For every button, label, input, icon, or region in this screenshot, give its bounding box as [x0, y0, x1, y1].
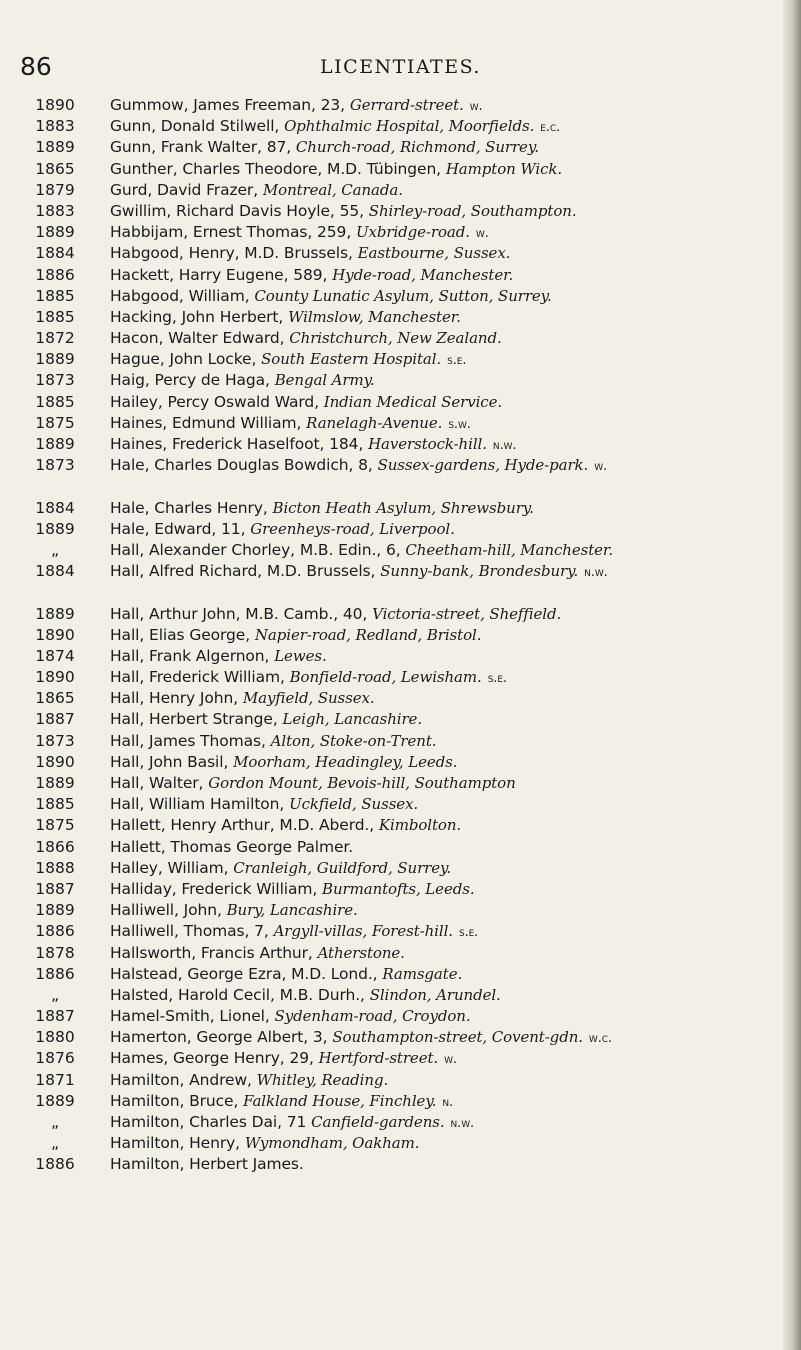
entry-name: Habbijam, Ernest Thomas, 259,	[110, 223, 352, 242]
entry-address: South Eastern Hospital.	[261, 350, 442, 369]
entry-text	[110, 604, 782, 625]
entry-district: w.c.	[588, 1031, 612, 1047]
entry-year: 1883	[35, 117, 75, 136]
entry-address: Mayfield, Sussex.	[242, 689, 375, 708]
entry-name: Halley, William,	[110, 858, 229, 877]
entry-address: Napier-road, Redland, Bristol.	[254, 625, 482, 644]
entry-text	[110, 137, 782, 158]
entry-address: Slindon, Arundel.	[369, 985, 501, 1004]
entry-text	[110, 519, 782, 540]
entry-name: Gummow, James Freeman, 23,	[110, 96, 345, 114]
entry-text	[110, 1133, 782, 1154]
entry-district: n.w.	[450, 1116, 475, 1132]
entry-name: Halstead, George Ezra, M.D. Lond.,	[110, 964, 378, 983]
entry-address: Bury, Lancashire.	[226, 901, 358, 920]
entry-year: 1889	[35, 138, 75, 157]
list-item	[0, 95, 790, 116]
entry-address: Bengal Army.	[274, 371, 375, 390]
entry-name: Hallett, Thomas George Palmer.	[110, 837, 354, 856]
entry-year: 1884	[35, 498, 75, 517]
entry-address: Falkland House, Finchley.	[243, 1091, 437, 1110]
entry-address: Hampton Wick.	[445, 159, 563, 178]
entry-text	[110, 964, 782, 985]
entry-year: 1889	[35, 1091, 75, 1110]
entry-name: Hague, John Locke,	[110, 350, 257, 369]
entry-text	[110, 328, 782, 349]
entry-address: Wilmslow, Manchester.	[288, 307, 461, 326]
list-item	[0, 985, 790, 1006]
entry-name: Hamilton, Bruce,	[110, 1091, 239, 1110]
entry-year: 1885	[35, 392, 75, 411]
entry-year: 1889	[35, 435, 75, 453]
entry-district: n.w.	[492, 438, 517, 453]
entry-text	[110, 370, 782, 391]
list-item	[0, 519, 790, 540]
list-item	[0, 413, 790, 434]
entry-name: Hall, Henry John,	[110, 689, 239, 708]
entry-address: Hertford-street.	[318, 1049, 439, 1068]
entry-year: 1873	[35, 456, 75, 475]
list-item	[0, 858, 790, 879]
entry-year: 1887	[35, 879, 75, 898]
running-head: LICENTIATES.	[320, 56, 481, 78]
list-item	[0, 1112, 790, 1133]
list-item	[0, 243, 790, 264]
list-item	[0, 731, 790, 752]
entry-text	[110, 1091, 782, 1113]
entry-name: Halliday, Frederick William,	[110, 879, 318, 898]
entry-text	[110, 667, 782, 689]
entry-name: Hale, Charles Henry,	[110, 498, 268, 517]
list-item	[0, 879, 790, 900]
entry-name: Halliwell, Thomas, 7,	[110, 922, 269, 941]
entry-name: Hall, Arthur John, M.B. Camb., 40,	[110, 604, 368, 623]
entry-year: 1872	[35, 329, 75, 348]
entry-district: e.c.	[540, 120, 561, 136]
entry-year: 1886	[35, 1155, 75, 1174]
entry-name: Hall, Frederick William,	[110, 668, 285, 687]
entry-text	[110, 879, 782, 900]
entry-address: Burmantofts, Leeds.	[322, 879, 475, 898]
entry-text	[110, 646, 782, 667]
entry-name: Haig, Percy de Haga,	[110, 371, 270, 390]
entry-address: Cheetham-hill, Manchester.	[405, 540, 613, 559]
entry-year: 1871	[35, 1070, 75, 1089]
list-item	[0, 1154, 790, 1175]
entry-year: „	[50, 1113, 60, 1132]
entry-address: Ophthalmic Hospital, Moorfields.	[284, 117, 535, 136]
entry-text	[110, 1154, 782, 1175]
entry-text	[110, 159, 782, 180]
entry-text	[110, 392, 782, 413]
entry-name: Hall, Herbert Strange,	[110, 710, 278, 729]
list-item	[0, 943, 790, 964]
entry-year: 1874	[35, 646, 75, 665]
entry-year: 1879	[35, 180, 75, 199]
entry-text	[110, 858, 782, 879]
entry-name: Hall, Elias George,	[110, 625, 251, 644]
list-item	[0, 1070, 790, 1091]
list-item	[0, 604, 790, 625]
entry-name: Hall, Alfred Richard, M.D. Brussels,	[110, 562, 376, 581]
entry-year: 1876	[35, 1049, 75, 1068]
entry-address: Ramsgate.	[382, 964, 463, 983]
list-item	[0, 815, 790, 836]
entry-text	[110, 943, 782, 964]
list-item	[0, 540, 790, 561]
entry-name: Hamilton, Charles Dai, 71	[110, 1113, 307, 1132]
list-item	[0, 201, 790, 222]
entry-address: Sussex-gardens, Hyde-park.	[377, 456, 589, 475]
entry-address: Haverstock-hill.	[368, 435, 487, 453]
entry-name: Gunn, Donald Stilwell,	[110, 117, 280, 136]
entry-district: s.e.	[487, 671, 507, 687]
list-item	[0, 180, 790, 201]
list-item	[0, 286, 790, 307]
entry-name: Hackett, Harry Eugene, 589,	[110, 265, 328, 284]
list-item	[0, 964, 790, 985]
entry-address: Christchurch, New Zealand.	[289, 329, 502, 348]
entry-address: Church-road, Richmond, Surrey.	[295, 138, 539, 157]
entry-district: n.w.	[584, 565, 608, 581]
entry-name: Hallett, Henry Arthur, M.D. Aberd.,	[110, 816, 375, 835]
entry-text	[110, 116, 782, 138]
entry-text	[110, 222, 782, 244]
list-item	[0, 137, 790, 158]
list-item	[0, 561, 790, 603]
entry-year: 1884	[35, 562, 75, 581]
entry-name: Hall, Alexander Chorley, M.B. Edin., 6,	[110, 540, 401, 559]
entry-year: 1886	[35, 922, 75, 941]
entry-name: Habgood, Henry, M.D. Brussels,	[110, 244, 353, 263]
entry-year: 1878	[35, 943, 75, 962]
entry-text	[110, 307, 782, 328]
entry-name: Hailey, Percy Oswald Ward,	[110, 392, 319, 411]
entry-year: 1889	[35, 901, 75, 920]
entry-name: Hale, Edward, 11,	[110, 519, 246, 538]
entry-address: Argyll-villas, Forest-hill.	[273, 922, 453, 941]
entry-address: Alton, Stoke-on-Trent.	[270, 731, 437, 750]
entry-year: 1885	[35, 795, 75, 814]
entry-text	[110, 201, 782, 222]
list-item	[0, 709, 790, 730]
entry-address: Uckfield, Sussex.	[289, 795, 419, 814]
entry-address: Southampton-street, Covent-gdn.	[332, 1028, 583, 1047]
entry-name: Halliwell, John,	[110, 901, 222, 920]
entry-address: Hyde-road, Manchester.	[332, 265, 514, 284]
entry-text	[110, 561, 782, 583]
list-item	[0, 116, 790, 137]
entry-text	[110, 815, 782, 836]
list-item	[0, 794, 790, 815]
entry-name: Hamel-Smith, Lionel,	[110, 1007, 270, 1026]
entry-text	[110, 752, 782, 773]
entry-year: „	[50, 985, 60, 1004]
entry-text	[110, 455, 782, 477]
entry-name: Hamilton, Andrew,	[110, 1070, 252, 1089]
list-item	[0, 392, 790, 413]
entry-name: Haines, Frederick Haselfoot, 184,	[110, 435, 364, 453]
entry-year: „	[50, 1134, 60, 1153]
entry-name: Gunther, Charles Theodore, M.D. Tübingen,	[110, 159, 441, 178]
entry-text	[110, 1070, 782, 1091]
entry-text	[110, 773, 782, 794]
entry-name: Hale, Charles Douglas Bowdich, 8,	[110, 456, 373, 475]
entry-text	[110, 731, 782, 752]
entry-year: 1880	[35, 1028, 75, 1047]
entry-address: Kimbolton.	[378, 816, 462, 835]
entry-year: 1885	[35, 307, 75, 326]
entry-year: 1887	[35, 710, 75, 729]
list-item	[0, 646, 790, 667]
entry-name: Hall, Frank Algernon,	[110, 646, 270, 665]
list-item	[0, 837, 790, 858]
entry-name: Gunn, Frank Walter, 87,	[110, 138, 292, 157]
entry-name: Hamilton, Herbert James.	[110, 1155, 304, 1174]
entry-district: w.	[594, 459, 608, 475]
list-item	[0, 667, 790, 688]
entry-text	[110, 1006, 782, 1027]
entry-year: 1890	[35, 96, 75, 114]
entry-address: Eastbourne, Sussex.	[357, 244, 511, 263]
entry-text	[110, 413, 782, 435]
page-number: 86	[20, 52, 52, 81]
entry-text	[110, 95, 782, 117]
entry-year: 1888	[35, 858, 75, 877]
entry-year: 1873	[35, 371, 75, 390]
list-item	[0, 1048, 790, 1069]
entry-name: Hacon, Walter Edward,	[110, 329, 285, 348]
list-item	[0, 1027, 790, 1048]
entry-year: 1889	[35, 350, 75, 369]
entry-text	[110, 625, 782, 646]
entry-name: Hallsworth, Francis Arthur,	[110, 943, 313, 962]
entry-year: 1873	[35, 731, 75, 750]
entry-year: 1887	[35, 1007, 75, 1026]
licentiate-list	[0, 95, 790, 1176]
entry-name: Hall, James Thomas,	[110, 731, 266, 750]
entry-text	[110, 1027, 782, 1049]
entry-address: Bonfield-road, Lewisham.	[289, 668, 482, 687]
entry-address: Canfield-gardens.	[311, 1113, 445, 1132]
entry-year: 1890	[35, 752, 75, 771]
entry-name: Halsted, Harold Cecil, M.B. Durh.,	[110, 985, 365, 1004]
list-item	[0, 921, 790, 942]
entry-name: Hall, Walter,	[110, 774, 204, 793]
entry-name: Hamerton, George Albert, 3,	[110, 1028, 328, 1047]
list-item	[0, 752, 790, 773]
list-item	[0, 773, 790, 794]
list-item	[0, 498, 790, 519]
list-item	[0, 370, 790, 391]
list-item	[0, 349, 790, 370]
entry-text	[110, 985, 782, 1006]
entry-year: 1889	[35, 774, 75, 793]
list-item	[0, 222, 790, 243]
entry-address: Gerrard-street.	[349, 96, 464, 114]
entry-district: n.	[442, 1094, 454, 1110]
entry-district: s.w.	[448, 416, 471, 432]
entry-text	[110, 921, 782, 943]
entry-text	[110, 286, 782, 307]
list-item	[0, 328, 790, 349]
list-item	[0, 1091, 790, 1112]
entry-address: Cranleigh, Guildford, Surrey.	[233, 858, 452, 877]
entry-name: Hames, George Henry, 29,	[110, 1049, 314, 1068]
entry-year: 1875	[35, 816, 75, 835]
entry-address: Shirley-road, Southampton.	[368, 201, 577, 220]
entry-text	[110, 688, 782, 709]
entry-year: 1875	[35, 413, 75, 432]
entry-text	[110, 265, 782, 286]
entry-year: 1886	[35, 265, 75, 284]
entry-address: Sydenham-road, Croydon.	[274, 1007, 471, 1026]
entry-name: Hacking, John Herbert,	[110, 307, 284, 326]
entry-address: Uxbridge-road.	[355, 223, 470, 242]
entry-district: s.e.	[447, 353, 467, 369]
entry-name: Hall, William Hamilton,	[110, 795, 285, 814]
entry-address: Victoria-street, Sheffield.	[372, 604, 562, 623]
entry-text	[110, 434, 782, 456]
entry-name: Gurd, David Frazer,	[110, 180, 259, 199]
entry-text	[110, 180, 782, 201]
entry-year: 1889	[35, 223, 75, 242]
list-item	[0, 625, 790, 646]
entry-address: Atherstone.	[317, 943, 405, 962]
entry-year: 1890	[35, 668, 75, 687]
entry-address: Gordon Mount, Bevois-hill, Southampton	[208, 774, 516, 793]
entry-name: Hall, John Basil,	[110, 752, 229, 771]
entry-address: County Lunatic Asylum, Sutton, Surrey.	[254, 286, 552, 305]
entry-address: Moorham, Headingley, Leeds.	[233, 752, 458, 771]
list-item	[0, 900, 790, 921]
entry-year: 1890	[35, 625, 75, 644]
entry-text	[110, 709, 782, 730]
entry-address: Ranelagh-Avenue.	[306, 413, 443, 432]
entry-address: Greenheys-road, Liverpool.	[250, 519, 455, 538]
entry-text	[110, 243, 782, 264]
entry-address: Leigh, Lancashire.	[282, 710, 422, 729]
entry-year: 1866	[35, 837, 75, 856]
list-item	[0, 307, 790, 328]
entry-year: 1884	[35, 244, 75, 263]
entry-year: 1889	[35, 519, 75, 538]
entry-name: Gwillim, Richard Davis Hoyle, 55,	[110, 201, 364, 220]
entry-text	[110, 349, 782, 371]
list-item	[0, 434, 790, 455]
entry-year: „	[50, 540, 60, 559]
entry-address: Whitley, Reading.	[256, 1070, 389, 1089]
entry-text	[110, 1048, 782, 1070]
entry-address: Indian Medical Service.	[323, 392, 503, 411]
entry-year: 1886	[35, 964, 75, 983]
entry-address: Bicton Heath Asylum, Shrewsbury.	[272, 498, 534, 517]
entry-district: w.	[475, 226, 489, 242]
list-item	[0, 265, 790, 286]
entry-district: w.	[469, 99, 483, 114]
list-item	[0, 1133, 790, 1154]
entry-address: Sunny-bank, Brondesbury.	[380, 562, 579, 581]
entry-district: w.	[444, 1052, 457, 1068]
entry-year: 1865	[35, 159, 75, 178]
entry-name: Hamilton, Henry,	[110, 1134, 240, 1153]
entry-text	[110, 900, 782, 921]
entry-year: 1885	[35, 286, 75, 305]
entry-address: Montreal, Canada.	[262, 180, 403, 199]
entry-address: Wymondham, Oakham.	[244, 1134, 420, 1153]
list-item	[0, 1006, 790, 1027]
list-item	[0, 455, 790, 497]
entry-text	[110, 794, 782, 815]
entry-name: Habgood, William,	[110, 286, 250, 305]
list-item	[0, 688, 790, 709]
list-item	[0, 159, 790, 180]
entry-text	[110, 1112, 782, 1134]
entry-address: Lewes.	[274, 646, 327, 665]
entry-name: Haines, Edmund William,	[110, 413, 302, 432]
entry-year: 1865	[35, 689, 75, 708]
entry-text	[110, 837, 782, 858]
entry-year: 1883	[35, 201, 75, 220]
entry-text	[110, 498, 782, 519]
entry-district: s.e.	[458, 925, 479, 941]
entry-year: 1889	[35, 604, 75, 623]
entry-text	[110, 540, 782, 561]
